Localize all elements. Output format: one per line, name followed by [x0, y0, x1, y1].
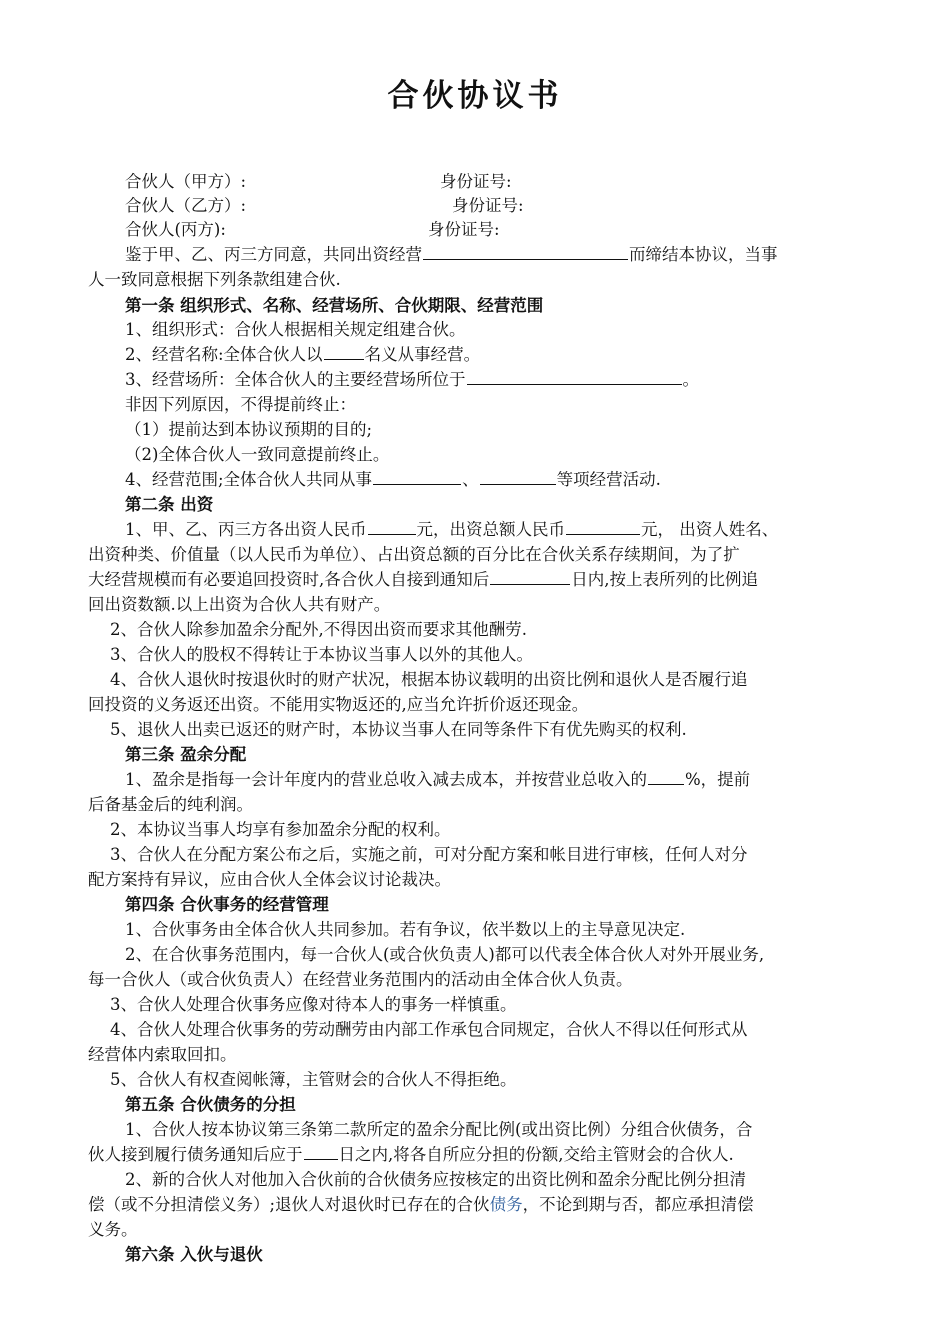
article-2-heading: 第二条 出资	[125, 495, 214, 514]
article-1-p3	[125, 368, 699, 392]
business-blank	[423, 243, 628, 260]
scope-blank-2	[480, 468, 556, 485]
document-title: 合伙协议书	[387, 78, 563, 114]
article-1-p2-text: 2、经营名称:全体合伙人以	[125, 345, 323, 364]
intro-text-2: 而缔结本协议，当事	[629, 245, 778, 264]
article-3-p1-text-a: 1、盈余是指每一会计年度内的营业总收入减去成本，并按营业总收入的	[125, 770, 647, 789]
intro-line-1	[125, 243, 778, 267]
article-5-p1-line-1: 1、合伙人按本协议第三条第二款所定的盈余分配比例(或出资比例）分组合伙债务，合	[125, 1120, 753, 1139]
article-2-p1-text-a: 1、甲、乙、丙三方各出资人民币	[125, 520, 367, 539]
total-capital-blank	[566, 518, 640, 535]
article-4-p4-line-2: 经营体内索取回扣。	[88, 1045, 237, 1064]
article-2-p3: 3、合伙人的股权不得转让于本协议当事人以外的其他人。	[110, 645, 533, 664]
party-b-label: 合伙人（乙方）:	[125, 196, 247, 215]
article-1-p7	[125, 468, 661, 492]
article-3-p1-line-2: 后备基金后的纯利润。	[88, 795, 253, 814]
article-5-p1-line-2	[88, 1143, 734, 1167]
article-5-p2-text-b: 偿（或不分担清偿义务）;退伙人对退伙时已存在的合伙	[88, 1195, 490, 1214]
article-5-p2-text-c: ，不论到期与否，都应承担清偿	[522, 1195, 754, 1214]
article-2-p4-line-2: 回投资的义务返还出资。不能用实物返还的,应当允许折价返还现金。	[88, 695, 589, 714]
article-1-p7-sep: 、	[462, 470, 479, 489]
intro-line-2: 人一致同意根据下列条款组建合伙.	[88, 270, 341, 289]
article-1-p2-text-end: 名义从事经营。	[364, 345, 481, 364]
article-2-p1-line-1	[125, 518, 778, 542]
article-5-p1-text-b: 伙人接到履行债务通知后应于	[88, 1145, 303, 1164]
article-4-p1: 1、合伙事务由全体合伙人共同参加。若有争议，依半数以上的主导意见决定.	[125, 920, 686, 939]
article-3-p1-text-b: %，提前	[685, 770, 751, 789]
article-1-p4: 非因下列原因，不得提前终止：	[125, 395, 356, 414]
party-b-id-label: 身份证号:	[452, 196, 524, 215]
percent-blank	[648, 768, 684, 785]
article-4-p3: 3、合伙人处理合伙事务应像对待本人的事务一样慎重。	[110, 995, 517, 1014]
party-c-label: 合伙人(丙方):	[125, 220, 226, 239]
article-1-p1: 1、组织形式：合伙人根据相关规定组建合伙。	[125, 320, 466, 339]
article-2-p4-line-1: 4、合伙人退伙时按退伙时的财产状况，根据本协议载明的出资比例和退伙人是否履行追	[110, 670, 748, 689]
article-6-heading: 第六条 入伙与退伙	[125, 1245, 263, 1264]
article-3-p3-line-1: 3、合伙人在分配方案公布之后，实施之前，可对分配方案和帐目进行审核，任何人对分	[110, 845, 748, 864]
debt-link[interactable]: 债务	[489, 1195, 523, 1214]
scope-blank-1	[373, 468, 461, 485]
article-1-p7-text-end: 等项经营活动.	[556, 470, 661, 489]
article-4-p2-line-1: 2、在合伙事务范围内，每一合伙人(或合伙负责人)都可以代表全体合伙人对外开展业务,	[125, 945, 765, 964]
article-2-p1-text-e: 大经营规模而有必要追回投资时,各合伙人自接到通知后	[88, 570, 490, 589]
article-1-p3-text: 3、经营场所：全体合伙人的主要经营场所位于	[125, 370, 466, 389]
article-4-p2-line-2: 每一合伙人（或合伙负责人）在经营业务范围内的活动由全体合伙人负责。	[88, 970, 633, 989]
article-4-heading: 第四条 合伙事务的经营管理	[125, 895, 329, 914]
article-1-p5: （1）提前达到本协议预期的目的;	[125, 420, 373, 439]
article-5-p2-line-3: 义务。	[88, 1220, 138, 1239]
name-blank	[324, 343, 364, 360]
article-4-p4-line-1: 4、合伙人处理合伙事务的劳动酬劳由内部工作承包合同规定，合伙人不得以任何形式从	[110, 1020, 748, 1039]
party-c-id-label: 身份证号:	[428, 220, 500, 239]
article-1-heading: 第一条 组织形式、名称、经营场所、合伙期限、经营范围	[125, 296, 544, 315]
article-1-p7-text: 4、经营范围;全体合伙人共同从事	[125, 470, 373, 489]
article-1-p3-text-end: 。	[682, 370, 699, 389]
article-2-p1-text-c: 元， 出资人姓名、	[641, 520, 779, 539]
article-2-p5: 5、退伙人出卖已返还的财产时，本协议当事人在同等条件下有优先购买的权利.	[110, 720, 687, 739]
party-a-label: 合伙人（甲方）:	[125, 172, 247, 191]
article-2-p2: 2、合伙人除参加盈余分配外,不得因出资而要求其他酬劳.	[110, 620, 527, 639]
article-3-p2: 2、本协议当事人均享有参加盈余分配的权利。	[110, 820, 451, 839]
article-2-p1-text-f: 日内,按上表所列的比例追	[571, 570, 758, 589]
article-4-p5: 5、合伙人有权查阅帐簿，主管财会的合伙人不得拒绝。	[110, 1070, 517, 1089]
article-3-p3-line-2: 配方案持有异议，应由合伙人全体会议讨论裁决。	[88, 870, 451, 889]
article-2-p1-line-3	[88, 568, 758, 592]
article-5-heading: 第五条 合伙债务的分担	[125, 1095, 296, 1114]
article-5-p2-line-2	[88, 1193, 754, 1217]
article-1-p6: （2)全体合伙人一致同意提前终止。	[125, 445, 390, 464]
intro-text-1: 鉴于甲、乙、丙三方同意，共同出资经营	[125, 245, 422, 264]
article-1-p2	[125, 343, 480, 367]
days-blank	[490, 568, 570, 585]
article-3-heading: 第三条 盈余分配	[125, 745, 247, 764]
party-a-id-label: 身份证号:	[440, 172, 512, 191]
address-blank	[467, 368, 682, 385]
article-5-p1-text-c: 日之内,将各自所应分担的份额,交给主管财会的合伙人.	[338, 1145, 734, 1164]
article-2-p1-line-2: 出资种类、价值量（以人民币为单位）、占出资总额的百分比在合伙关系存续期间，为了扩	[88, 545, 740, 564]
article-3-p1-line-1	[125, 768, 750, 792]
each-capital-blank	[368, 518, 416, 535]
article-2-p1-text-b: 元，出资总额人民币	[416, 520, 565, 539]
article-2-p1-line-4: 回出资数额.以上出资为合伙人共有财产。	[88, 595, 391, 614]
article-5-p2-line-1: 2、新的合伙人对他加入合伙前的合伙债务应按核定的出资比例和盈余分配比例分担清	[125, 1170, 746, 1189]
debt-days-blank	[304, 1143, 338, 1160]
